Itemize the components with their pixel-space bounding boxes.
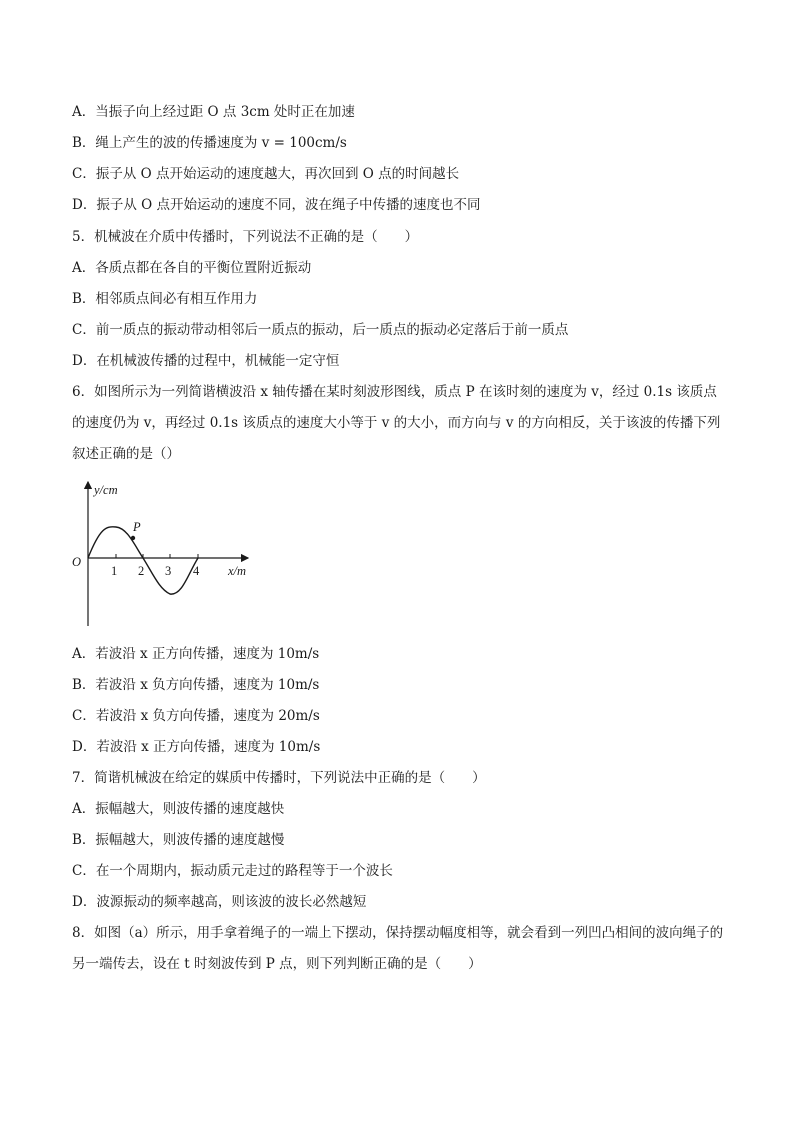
q4-option-c: C．振子从 O 点开始运动的速度越大，再次回到 O 点的时间越长 — [72, 166, 460, 182]
y-axis-label: y/cm — [94, 483, 118, 497]
q5-stem: 5．机械波在介质中传播时，下列说法不正确的是（ ） — [72, 229, 419, 245]
q7-option-b: B．振幅越大，则波传播的速度越慢 — [72, 832, 285, 848]
origin-label: O — [72, 555, 82, 569]
q5-option-a: A．各质点都在各自的平衡位置附近振动 — [72, 260, 312, 276]
wave-curve — [88, 527, 198, 594]
q4-option-d: D．振子从 O 点开始运动的速度不同，波在绳子中传播的速度也不同 — [72, 197, 481, 213]
q7-stem: 7．简谐机械波在给定的媒质中传播时，下列说法中正确的是（ ） — [72, 770, 486, 786]
point-p-marker — [131, 536, 135, 540]
q5-option-d: D．在机械波传播的过程中，机械能一定守恒 — [72, 353, 340, 369]
q7-option-a: A．振幅越大，则波传播的速度越快 — [72, 801, 285, 817]
x-tick-label-2: 2 — [138, 564, 145, 578]
wave-figure — [72, 476, 262, 628]
q6-stem: 6．如图所示为一列简谐横波沿 x 轴传播在某时刻波形图线，质点 P 在该时刻的速度为 v，经过 0.1s 该质点的速度仍为 v，再经过 0.1s 该质点的速度大小等于 v 的大小，而方向与 v 的方向相反，关于该波的传播下列叙述正确的是（） — [72, 384, 721, 462]
q6-option-c: C．若波沿 x 负方向传播，速度为 20m/s — [72, 708, 320, 724]
q7-option-c: C．在一个周期内，振动质元走过的路程等于一个波长 — [72, 863, 393, 879]
q7-option-d: D．波源振动的频率越高，则该波的波长必然越短 — [72, 894, 367, 910]
q4-option-b: B．绳上产生的波的传播速度为 v = 100cm/s — [72, 135, 347, 151]
x-tick-label-4: 4 — [193, 564, 200, 578]
x-axis-label: x/m — [228, 564, 247, 578]
x-tick-label-3: 3 — [165, 564, 172, 578]
q8-stem: 8．如图（a）所示，用手拿着绳子的一端上下摆动，保持摆动幅度相等，就会看到一列凹凸相间的波向绳子的另一端传去，设在 t 时刻波传到 P 点，则下列判断正确的是（ ） — [72, 925, 724, 972]
q6-option-a: A．若波沿 x 正方向传播，速度为 10m/s — [72, 646, 320, 662]
x-tick-label-1: 1 — [111, 564, 118, 578]
q5-option-b: B．相邻质点间必有相互作用力 — [72, 291, 258, 307]
q5-option-c: C．前一质点的振动带动相邻后一质点的振动，后一质点的振动必定落后于前一质点 — [72, 322, 569, 338]
point-p-label: P — [133, 520, 141, 534]
q6-option-d: D．若波沿 x 正方向传播，速度为 10m/s — [72, 739, 321, 755]
q4-option-a: A．当振子向上经过距 O 点 3cm 处时正在加速 — [72, 104, 355, 120]
q6-option-b: B．若波沿 x 负方向传播，速度为 10m/s — [72, 677, 320, 693]
